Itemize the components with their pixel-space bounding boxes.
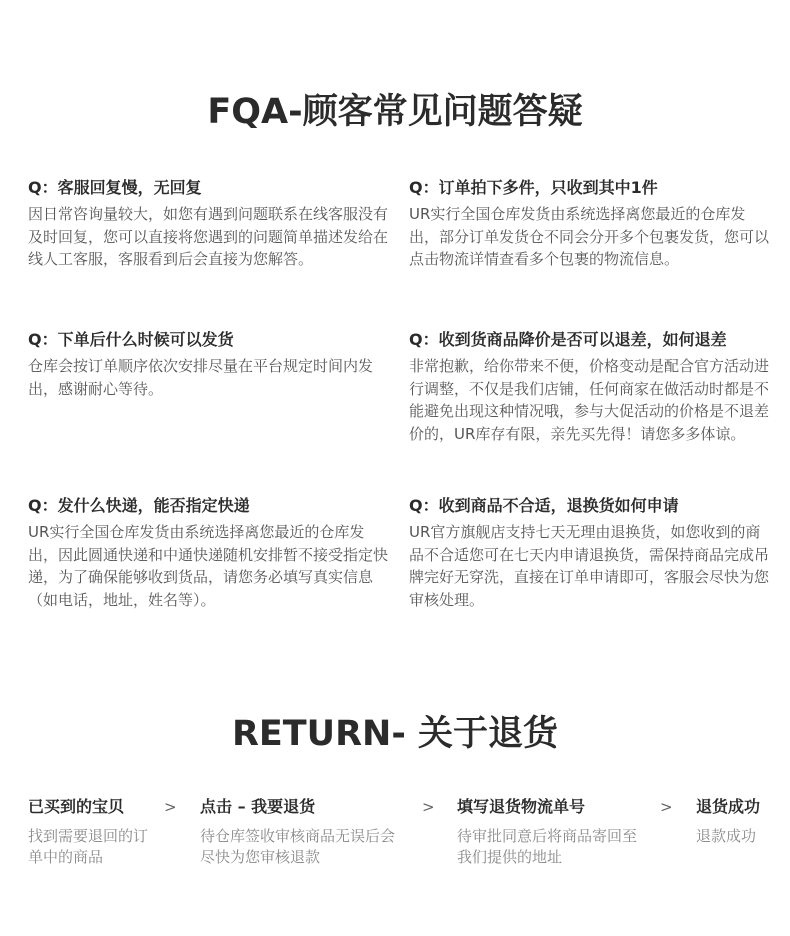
faq-item bbox=[28, 495, 388, 611]
step-separator: > bbox=[422, 798, 435, 816]
step-description: 待仓库签收审核商品无误后会尽快为您审核退款 bbox=[200, 827, 396, 866]
step-title: 填写退货物流单号 bbox=[457, 797, 586, 816]
faq-answer: 仓库会按订单顺序依次安排尽量在平台规定时间内发出，感谢耐心等待。 bbox=[28, 357, 374, 398]
faq-item bbox=[28, 177, 388, 271]
faq-item bbox=[409, 495, 769, 611]
faq-question: Q：收到货商品降价是否可以退差，如何退差 bbox=[409, 330, 727, 349]
return-step-2 bbox=[200, 796, 405, 868]
return-step-3 bbox=[457, 796, 642, 868]
faq-question: Q：下单后什么时候可以发货 bbox=[28, 330, 234, 349]
faq-item bbox=[409, 177, 769, 271]
faq-answer: UR实行全国仓库发货由系统选择离您最近的仓库发出，部分订单发货仓不同会分开多个包裹发货，您可以点击物流详情查看多个包裹的物流信息。 bbox=[409, 205, 770, 268]
step-separator: > bbox=[164, 798, 177, 816]
return-step-1 bbox=[28, 796, 158, 868]
faq-question: Q：订单拍下多件，只收到其中1件 bbox=[409, 178, 658, 197]
faq-question: Q：发什么快递，能否指定快递 bbox=[28, 496, 250, 515]
step-title: 点击 – 我要退货 bbox=[200, 797, 316, 816]
faq-question: Q：客服回复慢，无回复 bbox=[28, 178, 202, 197]
faq-answer: 因日常咨询量较大，如您有遇到问题联系在线客服没有及时回复，您可以直接将您遇到的问题简单描述发给在线人工客服，客服看到后会直接为您解答。 bbox=[28, 205, 389, 268]
step-description: 待审批同意后将商品寄回至我们提供的地址 bbox=[457, 827, 638, 866]
faq-item bbox=[28, 329, 388, 400]
faq-answer: UR实行全国仓库发货由系统选择离您最近的仓库发出，因此圆通快递和中通快递随机安排暂不接受指定快递，为了确保能够收到货品，请您务必填写真实信息（如电话，地址，姓名等）。 bbox=[28, 523, 389, 609]
return-title: RETURN- 关于退货 bbox=[231, 714, 559, 754]
return-step-4 bbox=[696, 796, 786, 847]
step-title: 已买到的宝贝 bbox=[28, 797, 125, 816]
step-description: 找到需要退回的订单中的商品 bbox=[28, 827, 149, 866]
fqa-title: FQA-顾客常见问题答疑 bbox=[207, 92, 583, 132]
step-description: 退款成功 bbox=[696, 827, 757, 845]
faq-item bbox=[409, 329, 769, 445]
faq-question: Q：收到商品不合适，退换货如何申请 bbox=[409, 496, 679, 515]
faq-answer: 非常抱歉，给你带来不便，价格变动是配合官方活动进行调整，不仅是我们店铺，任何商家在做活动时都是不能避免出现这种情况哦，参与大促活动的价格是不退差价的，UR库存有限，亲先买先得！请您多多体谅。 bbox=[409, 357, 770, 443]
step-title: 退货成功 bbox=[696, 797, 761, 816]
faq-answer: UR官方旗舰店支持七天无理由退换货，如您收到的商品不合适您可在七天内申请退换货，需保持商品完成吊牌完好无穿洗，直接在订单申请即可，客服会尽快为您审核处理。 bbox=[409, 523, 770, 609]
step-separator: > bbox=[660, 798, 673, 816]
